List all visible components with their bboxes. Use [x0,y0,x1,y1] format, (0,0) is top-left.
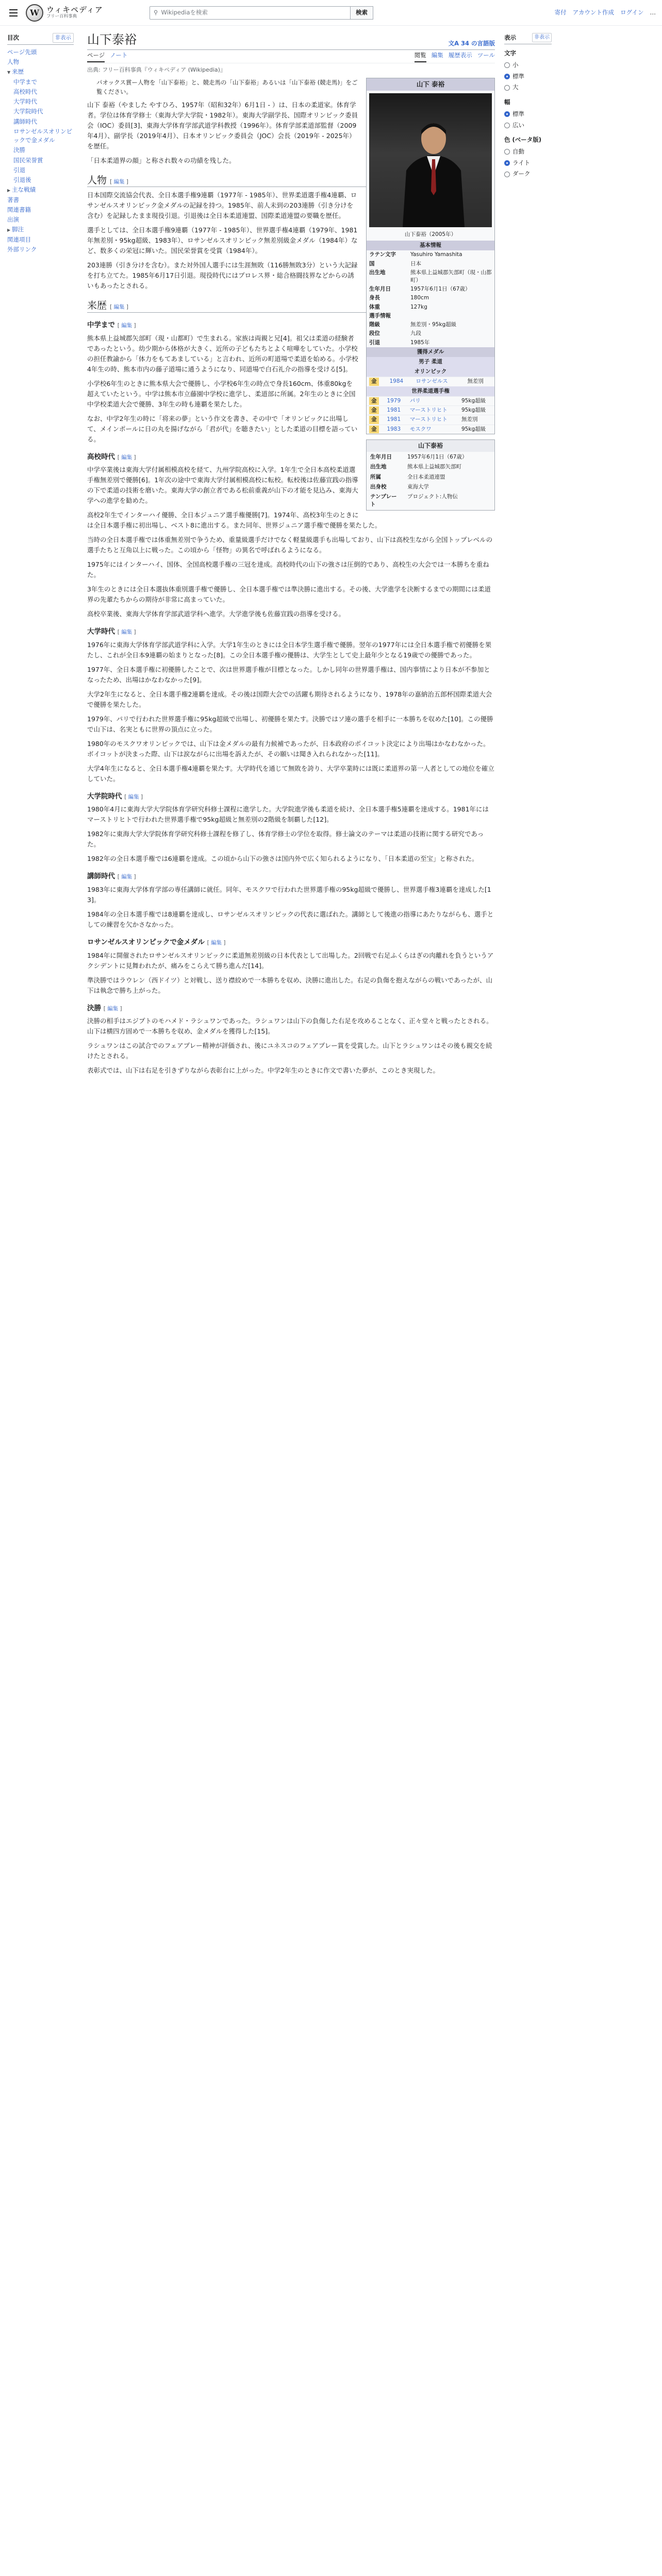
infobox-key: 出生地 [370,464,387,470]
medal-year[interactable]: 1984 [387,377,413,386]
toc-item-label: ロサンゼルスオリンピックで金メダル [13,127,73,144]
medal-badge: 金 [369,378,379,385]
heading-career: 来歴 [ 編集 ] [87,299,495,313]
page-title: 山下泰裕 [87,32,137,47]
toc-item-label: 関連書籍 [7,206,31,213]
text-size-large[interactable]: 大 [504,82,552,93]
paragraph: 準決勝ではラウレン（西ドイツ）と対戦し、送り襟絞めで一本勝ちを収め、決勝に進出した。右足の負傷を抱えながらの戦いであったが、山下は執念で勝ち上がった。 [87,976,492,994]
infobox-row [367,329,494,338]
infobox-secondary [366,439,495,511]
toc-item[interactable] [7,97,74,107]
infobox-value: 全日本柔道連盟 [407,473,445,480]
toc-item-label: 来歴 [12,68,24,76]
medal-year[interactable]: 1983 [384,425,407,434]
infobox-value: 1957年6月1日（67歳） [410,286,471,293]
article-content [80,26,500,1080]
toc-item-label: ページ先頭 [7,48,37,56]
paragraph: 1976年に東海大学体育学部武道学科に入学。大学1年生のときには全日本学生選手権で優勝。翌年の1977年には全日本選手権で初優勝を果たし、これが全日本9連覇の始まりとなった[8]。この全日本選手権の優勝は、大学生として史上最年少となる19歳での優勝であった。 [87,640,492,659]
toc-item[interactable] [7,175,74,185]
medal-event: 95kg超級 [459,396,494,405]
medal-header: 獲得メダル [367,347,494,357]
paragraph: なお、中学2年生の時に「将来の夢」という作文を書き、その中で「オリンピックに出場して、メインポールに日の丸を揚げながら「君が代」を聴きたい」とした柔道の目標を語っている。 [87,414,358,443]
heading-final: 決勝 [ 編集 ] [87,1004,122,1012]
toc-item-label: 人物 [7,58,19,66]
paragraph: 日本国際交流協会代表、全日本選手権9連覇（1977年 - 1985年）、世界柔道選手権4連覇、ロサンゼルスオリンピック金メダルの記録を持つ。1985年、前人未到の203連勝（引き分けを含む）を記録したまま現役引退。引退後は全日本柔道連盟、国際柔道連盟の要職を歴任。 [87,191,357,220]
infobox-row [368,473,470,482]
toc-toggle-icon[interactable]: ▶ [7,228,11,233]
medal-badge: 金 [369,426,379,433]
toc-item-label: 脚注 [12,226,24,233]
toc-item[interactable] [7,235,74,245]
infobox-row [367,260,494,268]
text-size-small[interactable]: 小 [504,60,552,71]
infobox-value: 九段 [410,330,421,337]
edit-link: [ 編集 ] [124,793,143,800]
infobox-row [367,294,494,302]
paragraph: 中学卒業後は東海大学付属相模高校を経て、九州学院高校に入学。1年生で全日本高校柔道選手権無差別で優勝[6]。1年次の途中で東海大学付属相模高校に転校。転校後は佐藤宣践の指導の下で柔道の技術を磨いた。東海大学の創立者である松前重義が山下の才能を見込み、東海大学への進学を勧めた。 [87,466,358,505]
width-wide[interactable]: 広い [504,120,552,131]
medal-event: 無差別 [465,377,494,386]
paragraph: 大学2年生になると、全日本選手権2連覇を達成。その後は国際大会での活躍も期待されるようになり、1978年の嘉納治五郎杯国際柔道大会で優勝を果たした。 [87,690,492,708]
color-dark[interactable]: ダーク [504,168,552,180]
article-source: 出典: フリー百科事典『ウィキペディア (Wikipedia)』 [87,66,226,74]
page-tabs [87,50,495,63]
toc-item[interactable] [7,156,74,165]
toc-toggle-icon[interactable]: ▶ [7,188,11,193]
toc-item[interactable] [7,145,74,155]
paragraph: 1980年4月に東海大学大学院体育学研究科修士課程に進学した。大学院進学後も柔道を続け、全日本選手権5連覇を達成する。1981年にはマーストリヒトで行われた世界選手権で95kg超級と無差別の2階級を制覇した[12]。 [87,805,489,824]
medal-row [367,377,494,386]
infobox-value: 180cm [410,295,429,301]
portrait-photo[interactable] [369,93,492,227]
infobox [366,78,495,434]
medal-year[interactable]: 1981 [384,415,407,425]
toc-item-label: 大学院時代 [13,108,43,115]
header-link-login[interactable]: ログイン [620,9,644,16]
world-champ-header: 世界柔道選手権 [367,386,494,396]
toc-item-label: 決勝 [13,146,25,154]
edit-link: [ 編集 ] [117,454,136,461]
logo-title: ウィキペディア [46,5,103,14]
medal-row [367,396,494,405]
toc-item-label: 大学時代 [13,98,37,106]
edit-link: [ 編集 ] [207,939,226,946]
infobox-value: 1985年 [410,339,430,346]
toc-item[interactable] [7,185,74,195]
color-auto[interactable]: 自動 [504,146,552,158]
infobox-row [368,483,470,492]
infobox-key: 出生地 [369,269,386,276]
appearance-hide-button[interactable]: 非表示 [532,33,552,42]
toc-item[interactable] [7,107,74,116]
infobox-row [368,463,470,471]
hatnote: パオックス賞ー人物を「山下泰裕」と、競走馬の「山下泰裕」あるいは「山下泰裕 (競走馬)」をご覧ください。 [96,78,358,96]
medal-year[interactable]: 1981 [384,406,407,415]
medal-event: 95kg超級 [459,425,494,434]
paragraph: 1980年のモスクワオリンピックでは、山下は金メダルの最有力候補であったが、日本政府のボイコット決定により出場はかなわなかった。ボイコットが決まった際、山下は涙ながらに出場を訴えたが、その願いは聞き入れられなかった[11]。 [87,739,490,758]
infobox-key: 選手情報 [369,312,391,319]
medal-row [367,406,494,415]
toc-title: 目次 [7,34,19,41]
paragraph: 選手としては、全日本選手権9連覇（1977年 - 1985年）、世界選手権4連覇（1979年、1981年無差別・95kg超級、1983年）、ロサンゼルスオリンピック無差別級金メダル（1984年）など、数多くの栄冠に輝いた。国民栄誉賞を受賞（1984年）。 [87,226,358,255]
heading-hs: 高校時代 [ 編集 ] [87,452,136,461]
infobox-basic-header: 基本情報 [367,241,494,250]
infobox-row [367,312,494,320]
medal-badge: 金 [369,416,379,423]
infobox-key: 生年月日 [369,286,391,293]
infobox-key: 引退 [369,339,380,346]
toc-item[interactable] [7,87,74,97]
medal-sport: 男子 柔道 [367,357,494,367]
infobox-value: 127kg [410,303,427,310]
infobox-key: 体重 [369,303,380,310]
infobox-row [367,285,494,294]
paragraph: 3年生のときには全日本選抜体重別選手権で優勝し、全日本選手権では準決勝に進出する。その後、大学進学を決断するまでの期間には柔道界の先輩たちからの期待が非常に高まっていた。 [87,585,491,604]
paragraph: 高校卒業後、東海大学体育学部武道学科へ進学。大学進学後も佐藤宣践の指導を受ける。 [87,610,345,618]
tab-action-0[interactable]: 閲覧 [415,50,426,62]
toc-item-label: 講師時代 [13,117,37,125]
paragraph: 「日本柔道界の顔」と称され数々の功績を残した。 [87,156,236,164]
wikipedia-globe-icon: W [26,4,43,22]
medal-badge: 金 [369,397,379,405]
toc-item-label: 高校時代 [13,88,37,95]
tab-0[interactable]: ページ [87,50,105,62]
search-placeholder: Wikipediaを検索 [161,9,208,16]
medal-event: 95kg超級 [459,406,494,415]
paragraph: 決勝の相手はエジプトのモハメド・ラシュワンであった。ラシュワンは山下の負傷した右足を攻めることなく、正々堂々と戦ったとされる。山下は横四方固めで一本勝ちを収め、金メダルを獲得した[15]。 [87,1017,493,1036]
width-label: 幅 [504,98,510,106]
toc-item[interactable] [7,215,74,225]
infobox-value: 熊本県上益城郡矢部町（現・山都町） [410,269,492,283]
header-link-create-account[interactable]: アカウント作成 [572,9,615,16]
toc-item[interactable] [7,57,74,67]
paragraph: 1979年、パリで行われた世界選手権に95kg超級で出場し、初優勝を果たす。決勝ではソ連の選手を相手に一本勝ちを収めた[10]。この優勝で山下は、名実ともに世界の頂点に立った。 [87,715,493,733]
infobox-row [367,250,494,259]
tab-1[interactable]: ノート [110,52,128,59]
paragraph: 1982年に東海大学大学院体育学研究科修士課程を修了し、体育学修士の学位を取得。修士論文のテーマは柔道の技術に関する研究であった。 [87,830,484,849]
infobox-row [368,453,470,462]
header-more-button[interactable]: … [650,9,656,16]
toc-item[interactable] [7,205,74,215]
search-button[interactable]: 検索 [351,6,373,20]
toc-item-label: 引退 [13,166,25,174]
search-input[interactable] [150,6,351,20]
text-size-standard[interactable]: 標準 [504,71,552,82]
toc-item[interactable] [7,117,74,127]
paragraph: 高校2年生でインターハイ優勝、全日本ジュニア選手権優勝[7]。1974年、高校3年生のときには全日本選手権に初出場し、ベスト8に進出する。また同年、世界ジュニア選手権で優勝を果たした。 [87,511,382,530]
edit-link: [ 編集 ] [117,629,136,636]
infobox-key: 段位 [369,330,380,337]
toc-item-label: 引退後 [13,176,31,184]
toc-hide-button[interactable]: 非表示 [53,33,74,43]
infobox-key: 国 [369,260,375,267]
toc-item[interactable] [7,127,74,146]
olympic-header: オリンピック [367,367,494,377]
toc-item-label: 関連項目 [7,235,31,243]
heading-lecturer: 講師時代 [ 編集 ] [87,872,136,881]
medal-event: 無差別 [459,415,494,425]
infobox-key: ラテン文字 [369,251,396,258]
search-icon: ⚲ [154,9,158,16]
heading-jhs: 中学まで [ 編集 ] [87,320,136,329]
header-link-donate[interactable]: 寄付 [554,9,567,16]
infobox-key: テンプレート [370,493,397,508]
paragraph: 小学校6年生のときに熊本県大会で優勝し、小学校6年生の時点で身長160cm、体重80kgを超えていたという。中学は熊本市立藤園中学校に進学し、柔道部に所属。2年生のときに全国中学校柔道大会で優勝、3年生の時も連覇を果たした。 [87,379,356,408]
infobox-key: 階級 [369,321,380,328]
logo-subtitle: フリー百科事典 [46,14,77,20]
medal-place[interactable]: マーストリヒト [407,415,459,425]
infobox-row [367,320,494,329]
infobox-row [367,338,494,347]
infobox-value: 日本 [410,260,421,267]
infobox-row [367,303,494,312]
user-links [555,8,656,17]
infobox-value: 東海大学 [407,483,429,490]
toc-item[interactable] [7,47,74,57]
infobox-key: 出身校 [370,483,387,490]
infobox-row [368,493,470,509]
tab-action-2[interactable]: 履歴表示 [448,52,472,59]
heading-la-olympics: ロサンゼルスオリンピックで金メダル [ 編集 ] [87,938,226,946]
main-menu-button[interactable] [6,6,21,20]
portrait-figure [400,114,467,227]
toc-item-label: 国民栄誉賞 [13,156,43,164]
infobox-value: プロジェクト:人物伝 [407,493,458,500]
paragraph: 表彰式では、山下は右足を引きずりながら表彰台に上がった。中学2年生のときに作文で書いた夢が、このとき実現した。 [87,1066,439,1075]
toc-item[interactable] [7,195,74,205]
toc-item-label: 中学まで [13,78,37,86]
photo-caption: 山下泰裕（2005年） [404,231,457,238]
heading-grad: 大学院時代 [ 編集 ] [87,792,143,801]
toc-item[interactable] [7,77,74,87]
paragraph: 1977年、全日本選手権に初優勝したことで、次は世界選手権が目標となった。しかし同年の世界選手権は、国内事情により日本が不参加となったため、出場はかなわなかった[9]。 [87,665,490,684]
infobox-key: 所属 [370,473,381,480]
paragraph: 1984年の全日本選手権では8連覇を達成し、ロサンゼルスオリンピックの代表に選ばれた。講師として後進の指導にあたりながらも、選手としての練習を欠かさなかった。 [87,910,494,928]
medal-badge: 金 [369,406,379,414]
infobox-value: 無差別・95kg超級 [410,321,457,328]
language-selector[interactable]: 文A 34 の言語版 [448,39,495,47]
medal-place[interactable]: マーストリヒト [407,406,459,415]
medal-row [367,425,494,434]
search-form [150,6,373,20]
medal-place[interactable]: ロサンゼルス [413,377,465,386]
infobox2-title: 山下泰裕 [367,440,494,452]
infobox-value: 熊本県上益城郡矢部町 [407,464,461,470]
text-size-label: 文字 [504,49,516,57]
appearance-title: 表示 [504,34,516,41]
toc-item[interactable] [7,245,74,255]
infobox-key: 身長 [369,295,380,301]
edit-link: [ 編集 ] [103,1005,122,1012]
infobox-value: 1957年6月1日（67歳） [407,454,468,461]
color-label: 色 (ベータ版) [504,136,542,144]
medal-place[interactable]: パリ [407,396,459,405]
infobox-row [367,268,494,285]
paragraph: 1984年に開催されたロサンゼルスオリンピックに柔道無差別級の日本代表として出場した。2回戦で右足ふくらはぎの肉離れを負うというアクシデントに見舞われたが、痛みをこらえて勝ち進んだ[14]。 [87,951,494,970]
edit-link: [ 編集 ] [117,874,136,880]
infobox-value [408,312,494,320]
table-of-contents [0,26,80,1080]
heading-person: 人物 [ 編集 ] [87,174,495,188]
toc-item-label: 主な戦績 [12,186,36,194]
toc-item-label: 著書 [7,196,19,204]
paragraph: 203連勝（引き分けを含む）。また対外国人選手には生涯無敗（116勝無敗3分）という大記録を打ち立てた。1985年6月17日引退。現役時代にはプロレス界・総合格闘技界などからの誘いもあったとされる。 [87,261,358,290]
paragraph: ラシュワンはこの試合でのフェアプレー精神が評価され、後にユネスコのフェアプレー賞を受賞した。山下とラシュワンはその後も親交を続けたとされる。 [87,1042,492,1060]
edit-link: [ 編集 ] [110,178,128,185]
paragraph: 1983年に東海大学体育学部の専任講師に就任。同年、モスクワで行われた世界選手権の95kg超級で優勝し、世界選手権3連覇を達成した[13]。 [87,885,491,904]
paragraph: 山下 泰裕（やました やすひろ、1957年（昭和32年）6月1日 - ）は、日本の柔道家。体育学者。学位は体育学修士（東海大学大学院・1982年）。東海大学副学長、国際オリンピック委員会（IOC）委員[3]、東海大学体育学部武道学科教授（1996年）。体育学部柔道部監督（2009年4月）、副学長（2019年4月）、日本オリンピック委員会（JOC）会長（2019年 - 2025年）を歴任。 [87,100,358,150]
toc-item-label: 出演 [7,216,19,224]
paragraph: 大学4年生になると、全日本選手権4連覇を果たす。大学時代を通じて無敗を誇り、大学卒業時には既に柔道界の第一人者としての地位を確立していた。 [87,764,494,783]
toc-item[interactable] [7,225,74,234]
toc-item-label: 外部リンク [7,245,37,253]
paragraph: 1975年にはインターハイ、国体、全国高校選手権の三冠を達成。高校時代の山下の強さは圧倒的であり、高校生の大会では一本勝ちを重ねた。 [87,561,489,579]
toc-toggle-icon[interactable]: ▼ [7,70,11,75]
infobox-name: 山下 泰裕 [367,78,494,91]
paragraph: 熊本県上益城郡矢部町（現・山都町）で生まれる。家族は両親と兄[4]。祖父は柔道の経験者であったという。幼少期から体格が大きく、近所の子どもたちとよく喧嘩をしていた。小学校の担任教諭から「体力をもてあましている」と言われ、近所の町道場で柔道を始める。小学校4年生の時、熊本市内の藤子道場に通うようになり、同道場で白石礼介の指導を受ける[5]。 [87,334,358,373]
edit-link: [ 編集 ] [117,322,136,329]
edit-link: [ 編集 ] [110,304,128,311]
site-header [0,0,662,26]
toc-item[interactable] [7,67,74,77]
site-logo[interactable] [26,4,139,22]
infobox-value: Yasuhiro Yamashita [410,251,462,258]
medal-year[interactable]: 1979 [384,396,407,405]
width-standard[interactable]: 標準 [504,109,552,120]
infobox-key: 生年月日 [370,454,392,461]
paragraph: 1982年の全日本選手権では6連覇を達成。この頃から山下の強さは国内外で広く知られるようになり、「日本柔道の至宝」と称された。 [87,855,478,863]
appearance-panel [500,26,552,1080]
paragraph: 当時の全日本選手権では体重無差別で争うため、重量級選手だけでなく軽量級選手も出場しており、山下は高校生ながら全国トップレベルの選手たちと互角以上に戦った。この頃から「怪物」の異名で呼ばれるようになる。 [87,536,493,554]
color-light[interactable]: ライト [504,158,552,169]
heading-univ: 大学時代 [ 編集 ] [87,628,136,636]
medal-place[interactable]: モスクワ [407,425,459,434]
tab-action-1[interactable]: 編集 [431,52,443,59]
toc-item[interactable] [7,165,74,175]
tab-action-3[interactable]: ツール [477,52,495,59]
medal-row [367,415,494,425]
